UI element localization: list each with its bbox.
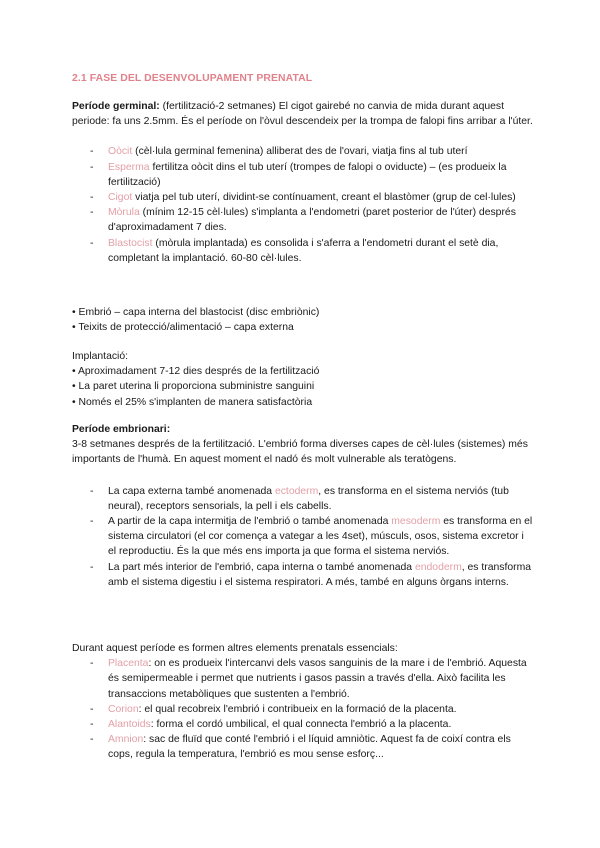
dash-marker: -	[90, 516, 94, 528]
list-item	[72, 656, 534, 702]
item-text: , es transforma amb el sistema digestiu i el sistema respiratori. A més, també en alguns òrgans interns.	[108, 561, 532, 588]
term-esperma: Esperma	[108, 161, 150, 173]
dash-marker: -	[90, 192, 94, 204]
list-item	[72, 702, 534, 717]
dash-marker: -	[90, 146, 94, 158]
item-text: , es transforma en el sistema nerviós (tub neural), receptors sensorials, la pell i els cabells.	[108, 485, 509, 512]
list-item	[72, 236, 534, 266]
list-item	[72, 160, 534, 190]
bullet-item: • Teixits de protecció/alimentació – capa externa	[72, 322, 294, 334]
implantation-section	[72, 349, 534, 410]
term-endoderm: endoderm	[414, 561, 462, 573]
list-item	[72, 205, 534, 235]
term-cigot: Cigot	[108, 192, 133, 204]
item-text: (cèl·lula germinal femenina) alliberat des de l'ovari, viatja fins al tub uterí	[132, 146, 468, 158]
item-text: : sac de fluïd que conté l'embrió i el líquid amniòtic. Aquest fa de coixí contra els cops, regula la temperatura, l'embrió es mou sense esforç...	[108, 734, 511, 761]
germinal-list	[72, 144, 534, 266]
item-text: fertilitza oòcit dins el tub uterí (trompes de falopi o oviducte) – (es produeix la fertilització)	[108, 161, 507, 188]
list-item	[72, 190, 534, 205]
embrionari-label: Període embrionari:	[72, 424, 171, 435]
prenatal-list	[72, 656, 534, 762]
list-item	[72, 560, 534, 590]
term-placenta: Placenta	[108, 658, 149, 670]
list-item	[72, 144, 534, 159]
embrionari-section	[72, 422, 534, 590]
term-amnion: Amnion	[108, 734, 144, 746]
list-item	[72, 732, 534, 762]
term-blastocist: Blastocist	[108, 237, 153, 249]
dash-marker: -	[90, 207, 94, 219]
embrionari-list	[72, 484, 534, 590]
dash-marker: -	[90, 734, 94, 746]
item-text: : forma el cordó umbilical, el qual connecta l'embrió a la placenta.	[150, 719, 452, 731]
germinal-text: (fertilització-2 setmanes) El cigot gairebé no canvia de mida durant aquest periode: fa uns 2.5mm. És el període on l'òvul descendeix per la trompa de falopi fins arribar a l'úter.	[72, 101, 533, 128]
item-text: La capa externa també anomenada	[108, 485, 275, 497]
embryo-layers	[72, 305, 534, 335]
term-oocit: Oòcit	[108, 146, 133, 158]
dash-marker: -	[90, 703, 94, 715]
list-item	[72, 514, 534, 560]
item-text: (mínim 12-15 cèl·lules) s'implanta a l'endometri (paret posterior de l'úter) després d'aproximadament 7 dies.	[108, 207, 516, 234]
implantation-title: Implantació:	[72, 351, 129, 362]
list-item	[72, 717, 534, 732]
dash-marker: -	[90, 237, 94, 249]
term-alantoids: Alantoids	[108, 719, 151, 731]
term-corion: Corion	[108, 703, 139, 715]
dash-marker: -	[90, 161, 94, 173]
germinal-label: Període germinal:	[72, 101, 160, 112]
bullet-item: • Només el 25% s'implanten de manera satisfactòria	[72, 396, 313, 408]
item-text: viatja pel tub uterí, dividint-se contínuament, creant el blastòmer (grup de cel·lules)	[132, 192, 516, 204]
dash-marker: -	[90, 485, 94, 497]
term-morula: Mòrula	[108, 207, 140, 219]
germinal-paragraph	[72, 99, 534, 129]
dash-marker: -	[90, 658, 94, 670]
item-text: : on es produeix l'intercanvi dels vasos sanguinis de la mare i de l'embrió. Aquesta és semipermeable i permet que nutrients i gasos passin a través d'ella. Això facilita les transaccions metabòliques que sustenten a l'embrió.	[108, 658, 527, 700]
bullet-item: • Embrió – capa interna del blastocist (disc embriònic)	[72, 307, 320, 318]
item-text: (mòrula implantada) es consolida i s'aferra a l'endometri durant el setè dia, completant la implantació. 60-80 cèl·lules.	[108, 237, 499, 264]
prenatal-intro: Durant aquest període es formen altres elements prenatals essencials:	[72, 643, 398, 654]
bullet-item: • La paret uterina li proporciona subministre sanguini	[72, 381, 315, 393]
embrionari-paragraph: 3-8 setmanes després de la fertilització. L'embrió forma diverses capes de cèl·lules (sistemes) més importants de l'humà. En aquest moment el nadó és molt vulnerable als teratògens.	[72, 439, 528, 466]
item-text: es transforma en el sistema circulatori (el cor comença a vategar a les 4set), músculs, osos, sistema excretor i el reproductiu. És la que més ens importa ja que forma el sistema nerviós.	[108, 516, 533, 558]
dash-marker: -	[90, 719, 94, 731]
dash-marker: -	[90, 561, 94, 573]
bullet-item: • Aproximadament 7-12 dies després de la fertilització	[72, 366, 320, 378]
prenatal-section	[72, 641, 534, 763]
item-text: A partir de la capa intermitja de l'embrió o també anomenada	[108, 516, 392, 528]
term-mesoderm: mesoderm	[391, 516, 441, 528]
term-ectoderm: ectoderm	[274, 485, 319, 497]
section-heading: 2.1 FASE DEL DESENVOLUPAMENT PRENATAL	[72, 73, 313, 84]
item-text: : el qual recobreix l'embrió i contribueix en la formació de la placenta.	[138, 703, 457, 715]
germinal-section	[72, 99, 534, 266]
item-text: La part més interior de l'embrió, capa interna o també anomenada	[108, 561, 415, 573]
list-item	[72, 484, 534, 514]
